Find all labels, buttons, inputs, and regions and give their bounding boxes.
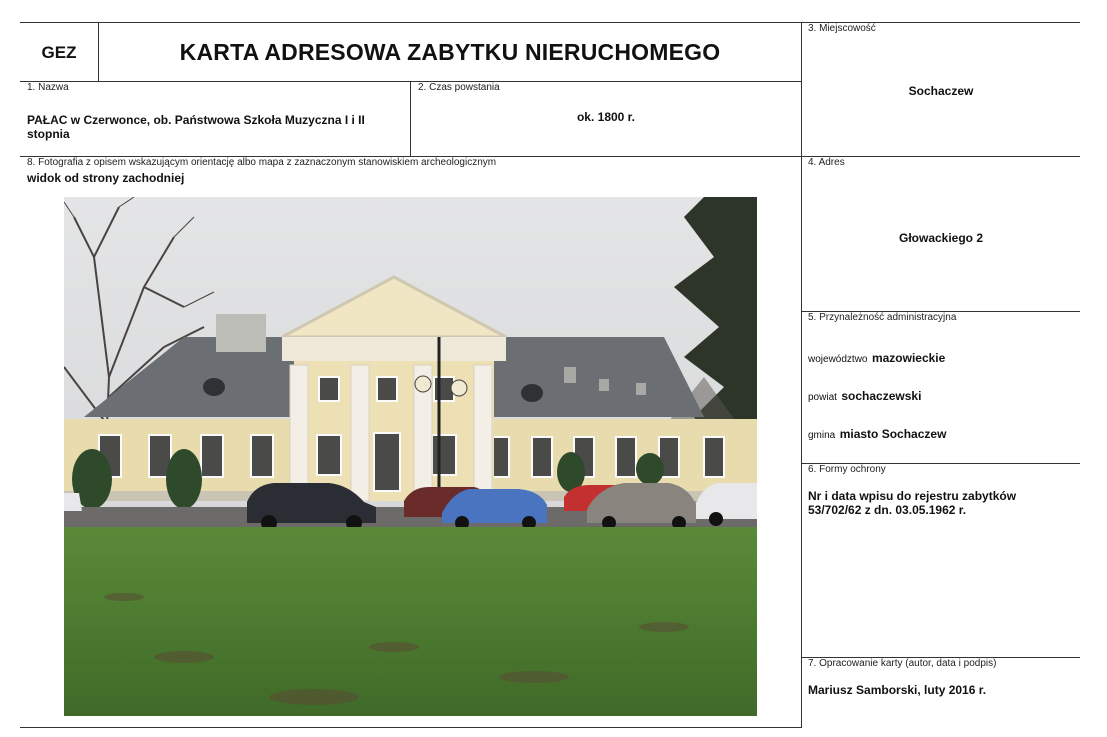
rule-right-column [801,22,802,728]
photo-label: 8. Fotografia z opisem wskazującym orientację albo mapa z zaznaczonym stanowiskiem archeologicznym [27,157,497,168]
locality-value: Sochaczew [908,84,974,98]
author-value: Mariusz Samborski, luty 2016 r. [808,683,987,697]
admin-label: 5. Przynależność administracyjna [808,312,957,323]
name-value: PAŁAC w Czerwonce, ob. Państwowa Szkoła Muzyczna I i II stopnia [27,113,365,141]
locality-label: 3. Miejscowość [808,23,876,34]
period-label: 2. Czas powstania [418,82,500,93]
address-value: Głowackiego 2 [898,231,984,245]
period-value: ok. 1800 r. [576,110,636,124]
building-photo [64,197,757,716]
photo-caption: widok od strony zachodniej [27,171,185,185]
rule-top [20,22,1080,23]
card-code: GEZ [41,43,77,62]
commune-value: miasto Sochaczew [839,427,947,441]
admin-commune [808,425,946,443]
protection-line-1: Nr i data wpisu do rejestru zabytków [808,489,1017,503]
voivodeship-value: mazowieckie [871,351,946,365]
protection-label: 6. Formy ochrony [808,464,886,475]
name-label: 1. Nazwa [27,82,69,93]
admin-voivodeship [808,349,945,367]
author-label: 7. Opracowanie karty (autor, data i podpis) [808,658,997,669]
address-label: 4. Adres [808,157,845,168]
rule-bottom [20,727,801,728]
commune-prefix: gmina [808,430,836,441]
voivodeship-prefix: województwo [808,354,868,365]
county-value: sochaczewski [841,389,922,403]
county-prefix: powiat [808,392,837,403]
page-title: KARTA ADRESOWA ZABYTKU NIERUCHOMEGO [179,39,721,65]
lawn [64,527,757,716]
protection-line-2: 53/702/62 z dn. 03.05.1962 r. [808,503,967,517]
admin-county [808,387,921,405]
